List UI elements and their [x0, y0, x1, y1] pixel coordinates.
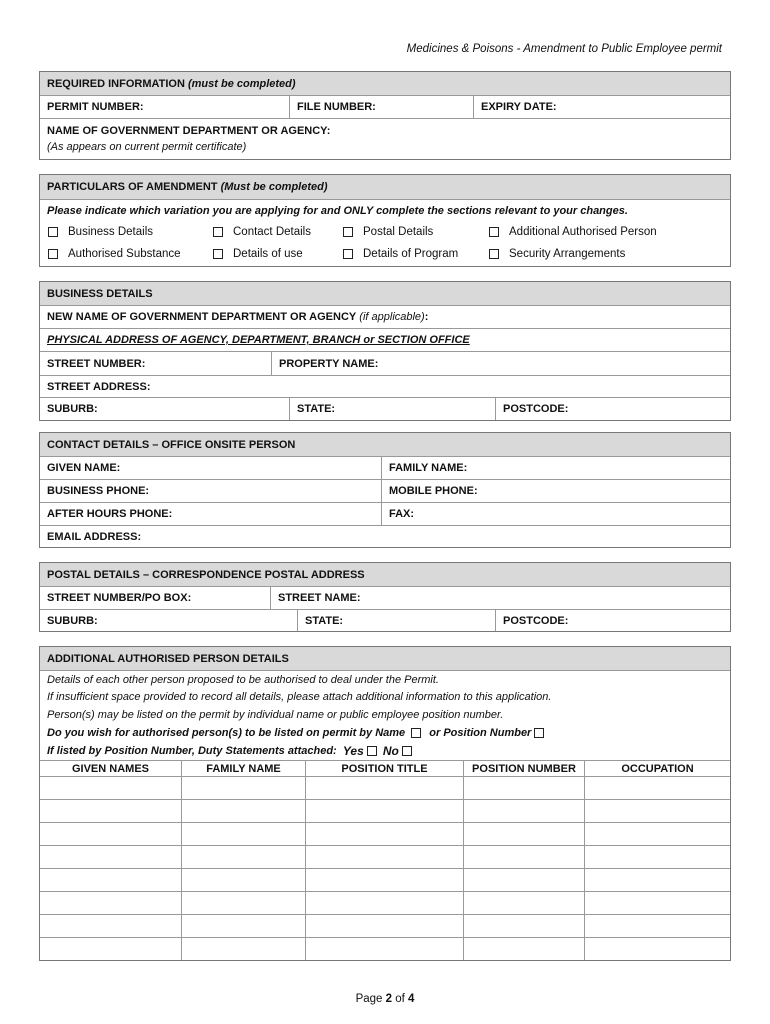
page-footer: Page 2 of 4	[355, 993, 415, 1005]
option-details-of-program[interactable]: Details of Program	[343, 248, 458, 260]
table-cell[interactable]	[181, 822, 305, 845]
table-cell[interactable]	[181, 799, 305, 822]
yes-checkbox[interactable]	[367, 746, 377, 756]
postal-details-section	[39, 562, 731, 632]
table-cell[interactable]	[463, 891, 584, 914]
column-header: POSITION NUMBER	[463, 760, 584, 776]
column-header: FAMILY NAME	[181, 760, 305, 776]
table-cell[interactable]	[40, 822, 181, 845]
additional-line-2-row	[40, 688, 730, 706]
checkbox[interactable]	[48, 227, 58, 237]
street-number-row	[40, 351, 730, 375]
expiry-date-field[interactable]: EXPIRY DATE:	[473, 96, 730, 118]
table-cell[interactable]	[40, 891, 181, 914]
department-field[interactable]	[40, 118, 730, 159]
table-cell[interactable]	[40, 799, 181, 822]
column-header: OCCUPATION	[584, 760, 730, 776]
additional-person-section	[39, 646, 731, 961]
business-heading-row	[40, 282, 730, 305]
option-additional-authorised-person[interactable]: Additional Authorised Person	[489, 226, 657, 238]
street-address-field[interactable]	[40, 375, 730, 397]
table-cell[interactable]	[40, 776, 181, 799]
document-header-title: Medicines & Poisons - Amendment to Public Employee permit	[406, 43, 722, 55]
physical-address-heading: PHYSICAL ADDRESS OF AGENCY, DEPARTMENT, BRANCH or SECTION OFFICE	[47, 334, 470, 346]
amendment-instruction: Please indicate which variation you are applying for and ONLY complete the sections relevant to your changes.	[47, 204, 628, 217]
table-cell[interactable]	[584, 937, 730, 960]
checkbox[interactable]	[489, 227, 499, 237]
table-cell[interactable]	[463, 914, 584, 937]
checkbox[interactable]	[343, 249, 353, 259]
family-name-field[interactable]: FAMILY NAME:	[381, 457, 730, 479]
contact-heading-row	[40, 433, 730, 456]
amendment-instruction-row	[40, 199, 730, 221]
checkbox[interactable]	[213, 249, 223, 259]
business-postcode-field[interactable]: POSTCODE:	[495, 398, 730, 420]
column-header: POSITION TITLE	[305, 760, 463, 776]
postal-state-field[interactable]: STATE:	[297, 610, 495, 631]
table-cell[interactable]	[584, 891, 730, 914]
additional-line-3: Person(s) may be listed on the permit by individual name or public employee position number.	[47, 709, 504, 721]
additional-intro-row	[40, 670, 730, 688]
additional-heading-row	[40, 647, 730, 670]
additional-line-2: If insufficient space provided to record all details, please attach additional information to this application.	[47, 691, 552, 703]
duty-statement-row	[40, 742, 730, 760]
mobile-phone-field[interactable]: MOBILE PHONE:	[381, 480, 730, 502]
property-name-field[interactable]: PROPERTY NAME:	[271, 352, 730, 375]
table-cell[interactable]	[584, 776, 730, 799]
street-address-label: STREET ADDRESS:	[47, 380, 151, 393]
table-cell[interactable]	[463, 937, 584, 960]
permit-number-field[interactable]: PERMIT NUMBER:	[47, 101, 144, 113]
checkbox[interactable]	[489, 249, 499, 259]
option-business-details[interactable]: Business Details	[48, 226, 153, 238]
table-cell[interactable]	[463, 822, 584, 845]
table-cell[interactable]	[463, 868, 584, 891]
required-heading-row	[40, 72, 730, 95]
table-cell[interactable]	[305, 776, 463, 799]
table-cell[interactable]	[181, 845, 305, 868]
additional-heading: ADDITIONAL AUTHORISED PERSON DETAILS	[47, 652, 289, 665]
table-cell[interactable]	[584, 799, 730, 822]
email-field[interactable]	[40, 525, 730, 547]
table-cell[interactable]	[305, 822, 463, 845]
postal-heading: POSTAL DETAILS – CORRESPONDENCE POSTAL ADDRESS	[47, 568, 365, 581]
checkbox[interactable]	[48, 249, 58, 259]
table-cell[interactable]	[584, 822, 730, 845]
required-heading: REQUIRED INFORMATION (must be completed)	[47, 77, 296, 90]
option-security-arrangements[interactable]: Security Arrangements	[489, 248, 625, 260]
street-number-field[interactable]: STREET NUMBER:	[47, 357, 146, 370]
table-cell[interactable]	[40, 937, 181, 960]
option-postal-details[interactable]: Postal Details	[343, 226, 433, 238]
permit-row	[40, 95, 730, 118]
street-po-box-field[interactable]: STREET NUMBER/PO BOX:	[47, 592, 192, 604]
business-suburb-field[interactable]: SUBURB:	[47, 403, 98, 415]
business-phone-field[interactable]: BUSINESS PHONE:	[47, 485, 150, 497]
department-label: NAME OF GOVERNMENT DEPARTMENT OR AGENCY:	[47, 125, 331, 137]
new-name-field[interactable]	[40, 305, 730, 328]
business-details-section	[39, 281, 731, 421]
postal-heading-row	[40, 563, 730, 586]
table-cell[interactable]	[463, 799, 584, 822]
table-cell[interactable]	[305, 914, 463, 937]
listing-question: Do you wish for authorised person(s) to be listed on permit by Name or Position Number	[40, 724, 561, 742]
amendment-section	[39, 174, 731, 267]
option-authorised-substance[interactable]: Authorised Substance	[48, 248, 181, 260]
business-suburb-row	[40, 397, 730, 420]
postal-suburb-row	[40, 609, 730, 631]
table-cell[interactable]	[40, 914, 181, 937]
table-cell[interactable]	[305, 799, 463, 822]
new-name-label: NEW NAME OF GOVERNMENT DEPARTMENT OR AGENCY (if applicable) :	[47, 311, 429, 323]
option-details-of-use[interactable]: Details of use	[213, 248, 303, 260]
table-cell[interactable]	[40, 868, 181, 891]
contact-afterhours-row	[40, 502, 730, 525]
table-cell[interactable]	[181, 937, 305, 960]
checkbox[interactable]	[213, 227, 223, 237]
option-contact-details[interactable]: Contact Details	[213, 226, 311, 238]
table-cell[interactable]	[305, 845, 463, 868]
position-number-checkbox[interactable]	[534, 728, 544, 738]
contact-details-section	[39, 432, 731, 548]
amendment-heading: PARTICULARS OF AMENDMENT (Must be completed)	[47, 181, 328, 193]
business-state-field[interactable]: STATE:	[289, 398, 495, 420]
table-cell[interactable]	[584, 868, 730, 891]
postal-street-row	[40, 586, 730, 609]
department-note: (As appears on current permit certificate)	[47, 141, 247, 153]
contact-phone-row	[40, 479, 730, 502]
postal-suburb-field[interactable]: SUBURB:	[47, 614, 98, 627]
checkbox[interactable]	[343, 227, 353, 237]
table-cell[interactable]	[305, 937, 463, 960]
column-header: GIVEN NAMES	[40, 760, 181, 776]
table-cell[interactable]	[463, 845, 584, 868]
physical-address-heading-row	[40, 328, 730, 351]
table-cell[interactable]	[181, 914, 305, 937]
street-name-field[interactable]: STREET NAME:	[270, 587, 730, 609]
table-cell[interactable]	[181, 891, 305, 914]
fax-field[interactable]: FAX:	[381, 503, 730, 525]
after-hours-phone-field[interactable]: AFTER HOURS PHONE:	[47, 508, 173, 520]
additional-line-1: Details of each other person proposed to be authorised to deal under the Permit.	[47, 673, 439, 686]
file-number-field[interactable]: FILE NUMBER:	[289, 96, 473, 118]
authorised-persons-table	[40, 760, 730, 776]
email-label: EMAIL ADDRESS:	[47, 530, 142, 543]
required-information-section	[39, 71, 731, 160]
table-cell[interactable]	[181, 868, 305, 891]
duty-statement-question: If listed by Position Number, Duty Statements attached: Yes No	[40, 742, 429, 760]
additional-line-3-row	[40, 706, 730, 724]
table-cell[interactable]	[463, 776, 584, 799]
table-cell[interactable]	[584, 914, 730, 937]
listing-question-row	[40, 724, 730, 742]
table-cell[interactable]	[181, 776, 305, 799]
contact-name-row	[40, 456, 730, 479]
table-cell[interactable]	[40, 845, 181, 868]
amendment-heading-row	[40, 175, 730, 199]
name-checkbox[interactable]	[411, 728, 421, 738]
table-cell[interactable]	[305, 891, 463, 914]
table-cell[interactable]	[305, 868, 463, 891]
authorised-persons-rows	[40, 776, 730, 960]
postal-postcode-field[interactable]: POSTCODE:	[495, 610, 730, 631]
contact-heading: CONTACT DETAILS – OFFICE ONSITE PERSON	[47, 438, 296, 451]
no-checkbox[interactable]	[402, 746, 412, 756]
business-heading: BUSINESS DETAILS	[47, 287, 153, 300]
table-cell[interactable]	[584, 845, 730, 868]
given-name-field[interactable]: GIVEN NAME:	[47, 462, 121, 474]
